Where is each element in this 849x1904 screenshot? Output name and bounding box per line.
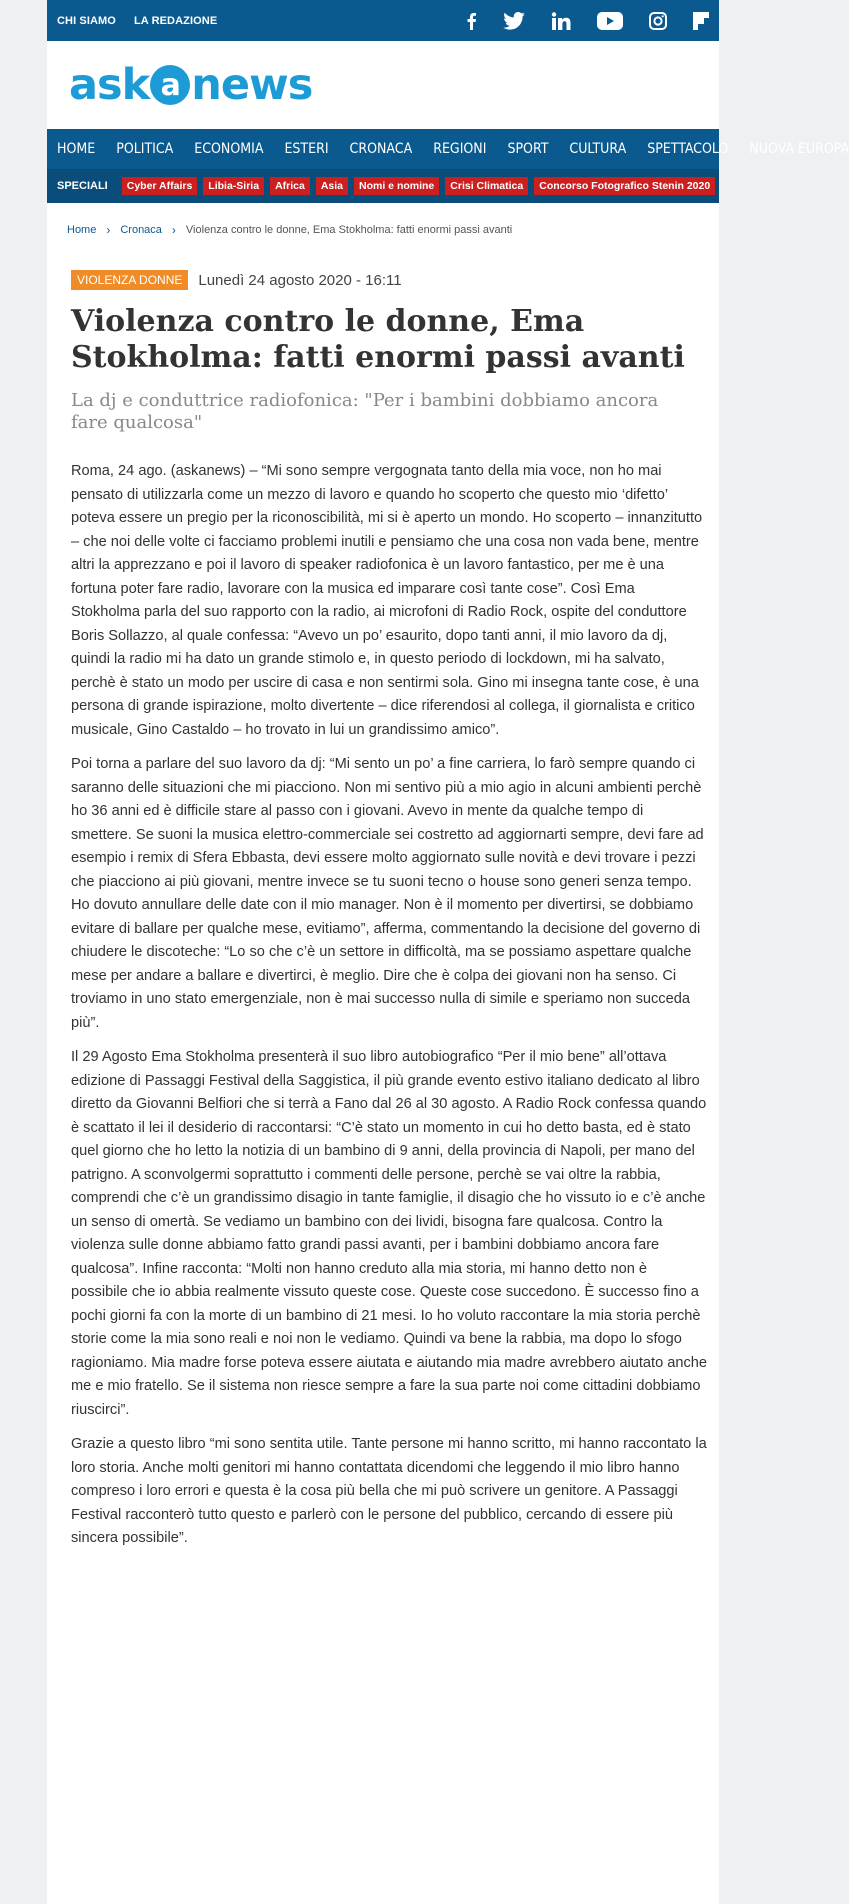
breadcrumb-current: Violenza contro le donne, Ema Stokholma: fatti enormi passi avanti — [185, 224, 513, 236]
nav-item-economia[interactable]: ECONOMIA — [194, 141, 264, 157]
article-body — [71, 460, 707, 1551]
article-paragraph: Roma, 24 ago. (askanews) – “Mi sono sempre vergognata tanto della mia voce, non ho mai pensato di utilizzarla come un mezzo di lavoro e quando ho scoperto che questo mio ‘difetto’ poteva essere un pregio per la riconoscibilità, mi si è aperto un mondo. Ho scoperto – innanzitutto – che noi delle volte ci facciamo problemi inutili e pensiamo che una cosa non vada bene, mentre altri la apprezzano e poi il lavoro di speaker radiofonica è un lavoro fantastico, per me è una fortuna poter fare radio, lavorare con la musica ed imparare così tante cose”. Così Ema Stokholma parla del suo rapporto con la radio, ai microfoni di Radio Rock, ospite del conduttore Boris Sollazzo, al quale confessa: “Avevo un po’ esaurito, dopo tanti anni, il mio lavoro da dj, quindi la radio mi ha dato un grande stimolo e, in questo periodo di lockdown, mi ha salvato, perchè è stato un modo per uscire di casa e non sentirmi sola. Gino mi insegna tante cose, è una persona di grande ispirazione, molto divertente – dice riferendosi al collega, il giornalista e critico musicale, Gino Castaldo – ho trovato in lui un grandissimo amico”. — [71, 463, 703, 738]
youtube-icon[interactable] — [597, 12, 623, 30]
specials-bar — [47, 169, 719, 203]
nav-item-cultura[interactable]: CULTURA — [569, 141, 627, 157]
special-tag-nomi-e-nomine[interactable]: Nomi e nomine — [354, 177, 439, 195]
article-paragraph: Grazie a questo libro “mi sono sentita utile. Tante persone mi hanno scritto, mi hanno raccontato la loro storia. Anche molti genitori mi hanno contattata dicendomi che leggendo il mio libro hanno compreso i loro errori e questa è la cosa più bella che mi può scrivere un genitore. A Passaggi Festival racconterò tutto questo e parlerò con le persone del pubblico, cercando di essere più sincera possibile”. — [71, 1436, 707, 1546]
instagram-icon[interactable] — [649, 12, 667, 30]
nav-item-esteri[interactable]: ESTERI — [284, 141, 329, 157]
nav-item-regioni[interactable]: REGIONI — [433, 141, 487, 157]
social-links — [466, 12, 719, 30]
special-tag-crisi-climatica[interactable]: Crisi Climatica — [445, 177, 528, 195]
special-tag-cyber-affairs[interactable]: Cyber Affairs — [122, 177, 198, 195]
twitter-icon[interactable] — [503, 12, 525, 30]
chevron-right-icon: › — [171, 223, 176, 237]
breadcrumb-home[interactable]: Home — [67, 224, 97, 236]
article-title: Violenza contro le donne, Ema Stokholma: fatti enormi passi avanti — [71, 304, 685, 375]
special-tag-asia[interactable]: Asia — [316, 177, 348, 195]
chevron-right-icon: › — [106, 223, 111, 237]
logo-part-news: news — [191, 60, 313, 110]
logo-part-a: a — [150, 65, 190, 105]
special-tag-libia-siria[interactable]: Libia-Siria — [203, 177, 264, 195]
logo-part-ask: ask — [69, 60, 150, 110]
article-date: Lunedì 24 agosto 2020 - 16:11 — [198, 271, 402, 289]
category-badge[interactable]: VIOLENZA DONNE — [71, 270, 188, 290]
nav-item-home[interactable]: HOME — [57, 141, 96, 157]
la-redazione-link[interactable]: LA REDAZIONE — [133, 14, 218, 27]
main-nav — [47, 129, 849, 169]
article-subtitle: La dj e conduttrice radiofonica: "Per i bambini dobbiamo ancora fare qualcosa" — [71, 390, 659, 433]
special-tag-africa[interactable]: Africa — [270, 177, 310, 195]
nav-item-nuova-europa[interactable]: NUOVA EUROPA — [749, 141, 849, 157]
linkedin-icon[interactable] — [551, 12, 571, 30]
page — [47, 0, 849, 1904]
article-paragraph: Il 29 Agosto Ema Stokholma presenterà il suo libro autobiografico “Per il mio bene” all’ottava edizione di Passaggi Festival della Saggistica, il più grande evento estivo italiano dedicato al libro diretto da Giovanni Belfiori che si terrà a Fano dal 26 al 30 agosto. A Radio Rock confessa quando è scattato il lei il desiderio di raccontarsi: “C’è stato un momento in cui ho detto basta, ed è stato quel giorno che ho letto la notizia di un bambino di 9 anni, della provincia di Napoli, per mano del patrigno. A sconvolgermi soprattutto i commenti delle persone, perchè se vai oltre la rabbia, comprendi che c’è un grandissimo disagio in tante famiglie, il disagio che ho vissuto io e c’è anche un senso di omertà. Se vediamo un bambino con dei lividi, bisogna fare qualcosa. Contro la violenza sulle donne abbiamo fatto grandi passi avanti, per i bambini dobbiamo ancora fare qualcosa”. Infine racconta: “Molti non hanno creduto alla mia storia, mi hanno detto non è possibile che io abbia realmente vissuto queste cose. Queste cose succedono. È successo fino a pochi giorni fa con la morte di un bambino di 21 mesi. Io ho voluto raccontare la mia storia perchè storie come la mia sono reali e noi non le vediamo. Quindi va bene la rabbia, ma dopo lo sfogo ragioniamo. Mia madre forse poteva essere aiutata e aiutando mia madre avrebbero aiutato anche me e mio fratello. Se il sistema non riesce sempre a fare la sua parte noi come cittadini dobbiamo riuscirci”. — [71, 1049, 708, 1418]
article-meta — [71, 270, 719, 290]
specials-label: SPECIALI — [57, 180, 108, 192]
nav-item-politica[interactable]: POLITICA — [116, 141, 174, 157]
breadcrumb-cronaca[interactable]: Cronaca — [120, 224, 162, 236]
special-tag-concorso-stenin[interactable]: Concorso Fotografico Stenin 2020 — [534, 177, 715, 195]
article-paragraph: Poi torna a parlare del suo lavoro da dj: “Mi sento un po’ a fine carriera, lo farò sempre quando ci saranno delle situazioni che mi piacciono. Non mi sentivo più a mio agio in alcuni ambienti perchè ho 36 anni ed è difficile stare al passo con i giovani. Avevo in mente da qualche tempo di smettere. Se suoni la musica elettro-commerciale sei costretto ad aggiornarti sempre, devi fare ad esempio i remix di Sfera Ebbasta, devi essere molto aggiornato sulle novità e devi trovare i pezzi che piacciono ai più giovani, mentre invece se tu suoni tecno o house sono generi senza tempo. Ho dovuto annullare delle date con il mio manager. Non è il momento per divertirsi, se dobbiamo evitare di ballare per qualche mese, evitiamo”, afferma, commentando la decisione del governo di chiudere le discoteche: “Lo so che c’è un settore in difficoltà, ma se possiamo aspettare qualche mese per andare a ballare e divertirci, è meglio. Dire che è colpa dei giovani non ha senso. Ci troviamo in uno stato emergenziale, non è mai successo nulla di simile e speriamo non succeda più”. — [71, 756, 704, 1031]
logo-wordmark — [69, 60, 312, 110]
nav-item-cronaca[interactable]: CRONACA — [349, 141, 413, 157]
flipboard-icon[interactable] — [693, 12, 709, 30]
chi-siamo-link[interactable]: CHI SIAMO — [57, 14, 116, 27]
top-bar — [47, 0, 719, 41]
breadcrumb — [47, 203, 719, 237]
nav-item-sport[interactable]: SPORT — [507, 141, 549, 157]
top-links — [47, 15, 217, 27]
nav-item-spettacolo[interactable]: SPETTACOLO — [647, 141, 729, 157]
facebook-icon[interactable] — [466, 12, 477, 30]
site-logo[interactable] — [47, 41, 719, 129]
